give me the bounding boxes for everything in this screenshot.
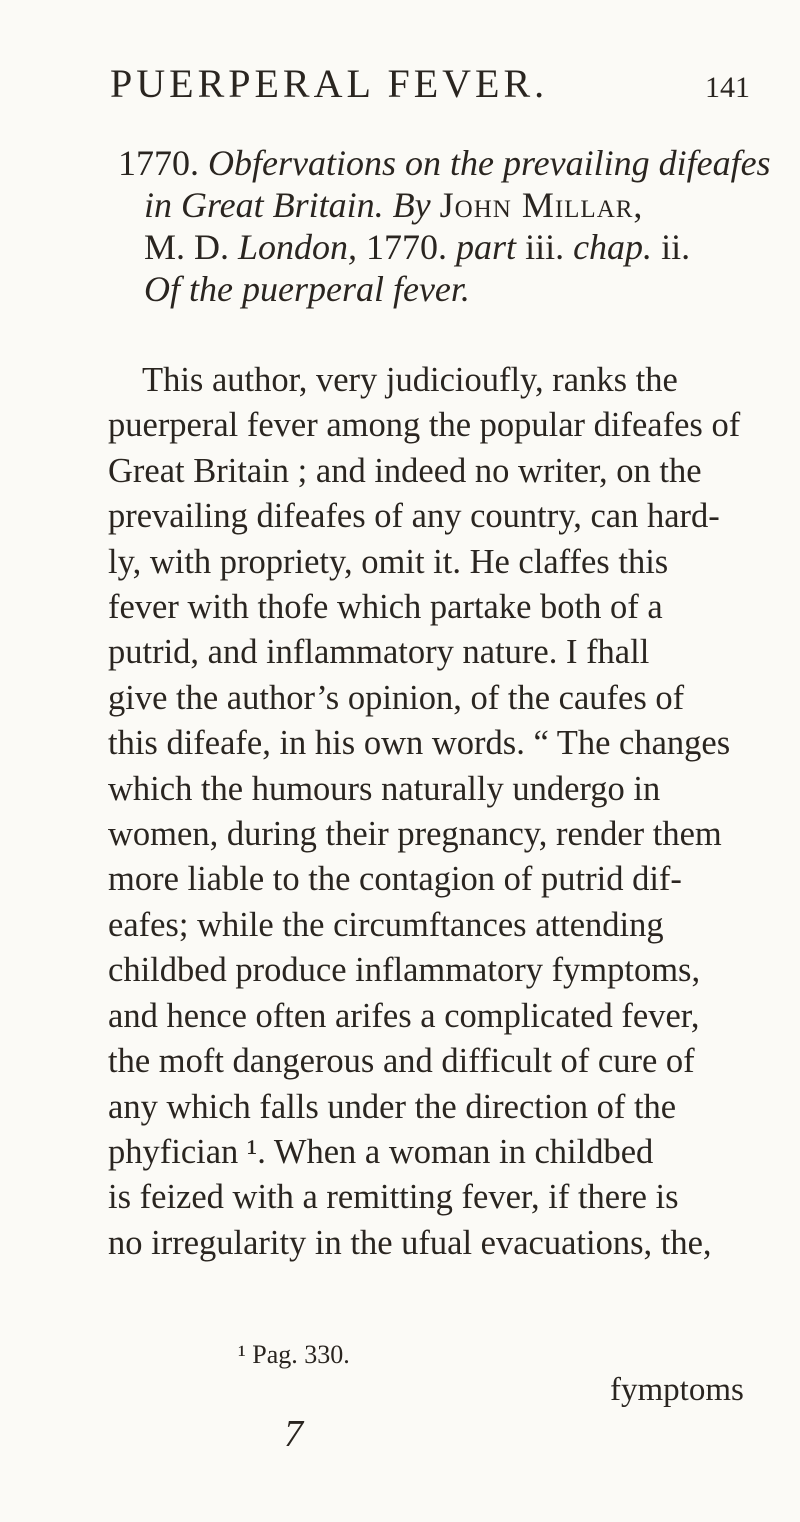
body-line: childbed produce inflammatory fymptoms, <box>108 951 701 990</box>
citation-block <box>118 142 771 310</box>
body-line: the moft dangerous and difficult of cure of <box>108 1042 695 1081</box>
citation-line-2 <box>118 184 738 226</box>
citation-chap-num: ii. <box>661 227 691 267</box>
body-line: prevailing difeafes of any country, can hard- <box>108 497 720 536</box>
running-head: PUERPERAL FEVER. <box>110 61 549 106</box>
citation-place: London, <box>238 227 358 267</box>
citation-degree: M. D. <box>144 227 230 267</box>
body-line: fever with thofe which partake both of a <box>108 588 663 627</box>
body-line: no irregularity in the ufual evacuations, the, <box>108 1223 712 1262</box>
body-line: and hence often arifes a complicated fever, <box>108 996 700 1035</box>
citation-title-1: Obfervations on the prevailing difeafes <box>208 143 771 183</box>
body-line: women, during their pregnancy, render them <box>108 815 722 854</box>
body-line: give the author’s opinion, of the caufes of <box>108 678 685 717</box>
citation-line-1 <box>118 142 771 184</box>
citation-subtitle: Of the puerperal fever. <box>144 269 470 309</box>
body-line: which the humours naturally undergo in <box>108 769 661 808</box>
body-line: this difeafe, in his own words. “ The changes <box>108 724 731 763</box>
body-text <box>108 358 758 1266</box>
body-line: eafes; while the circumftances attending <box>108 905 664 944</box>
body-line: puerperal fever among the popular difeafes of <box>108 406 741 445</box>
body-line: more liable to the contagion of putrid dif- <box>108 860 682 899</box>
citation-author: John Millar, <box>439 185 644 225</box>
citation-year: 1770. <box>118 143 199 183</box>
body-line: Great Britain ; and indeed no writer, on the <box>108 451 702 490</box>
signature-mark: 7 <box>284 1413 303 1455</box>
citation-line-3 <box>118 226 738 268</box>
catchword: fymptoms <box>610 1372 744 1408</box>
body-line: This author, very judicioufly, ranks the <box>142 361 678 399</box>
page-header <box>110 60 750 107</box>
citation-pub-year: 1770. <box>366 227 448 267</box>
body-line: is feized with a remitting fever, if there is <box>108 1178 679 1217</box>
citation-line-4 <box>118 268 738 310</box>
citation-part-num: iii. <box>525 227 565 267</box>
page-number: 141 <box>705 71 750 104</box>
body-line: phyfician ¹. When a woman in childbed <box>108 1132 654 1171</box>
citation-chap-label: chap. <box>573 227 653 267</box>
body-line: putrid, and inflammatory nature. I fhall <box>108 633 650 672</box>
body-line: any which falls under the direction of the <box>108 1087 677 1126</box>
citation-title-2: in Great Britain. By <box>144 185 431 225</box>
citation-part-label: part <box>456 227 517 267</box>
body-line: ly, with propriety, omit it. He claffes this <box>108 542 669 581</box>
footnote: ¹ Pag. 330. <box>238 1340 350 1369</box>
